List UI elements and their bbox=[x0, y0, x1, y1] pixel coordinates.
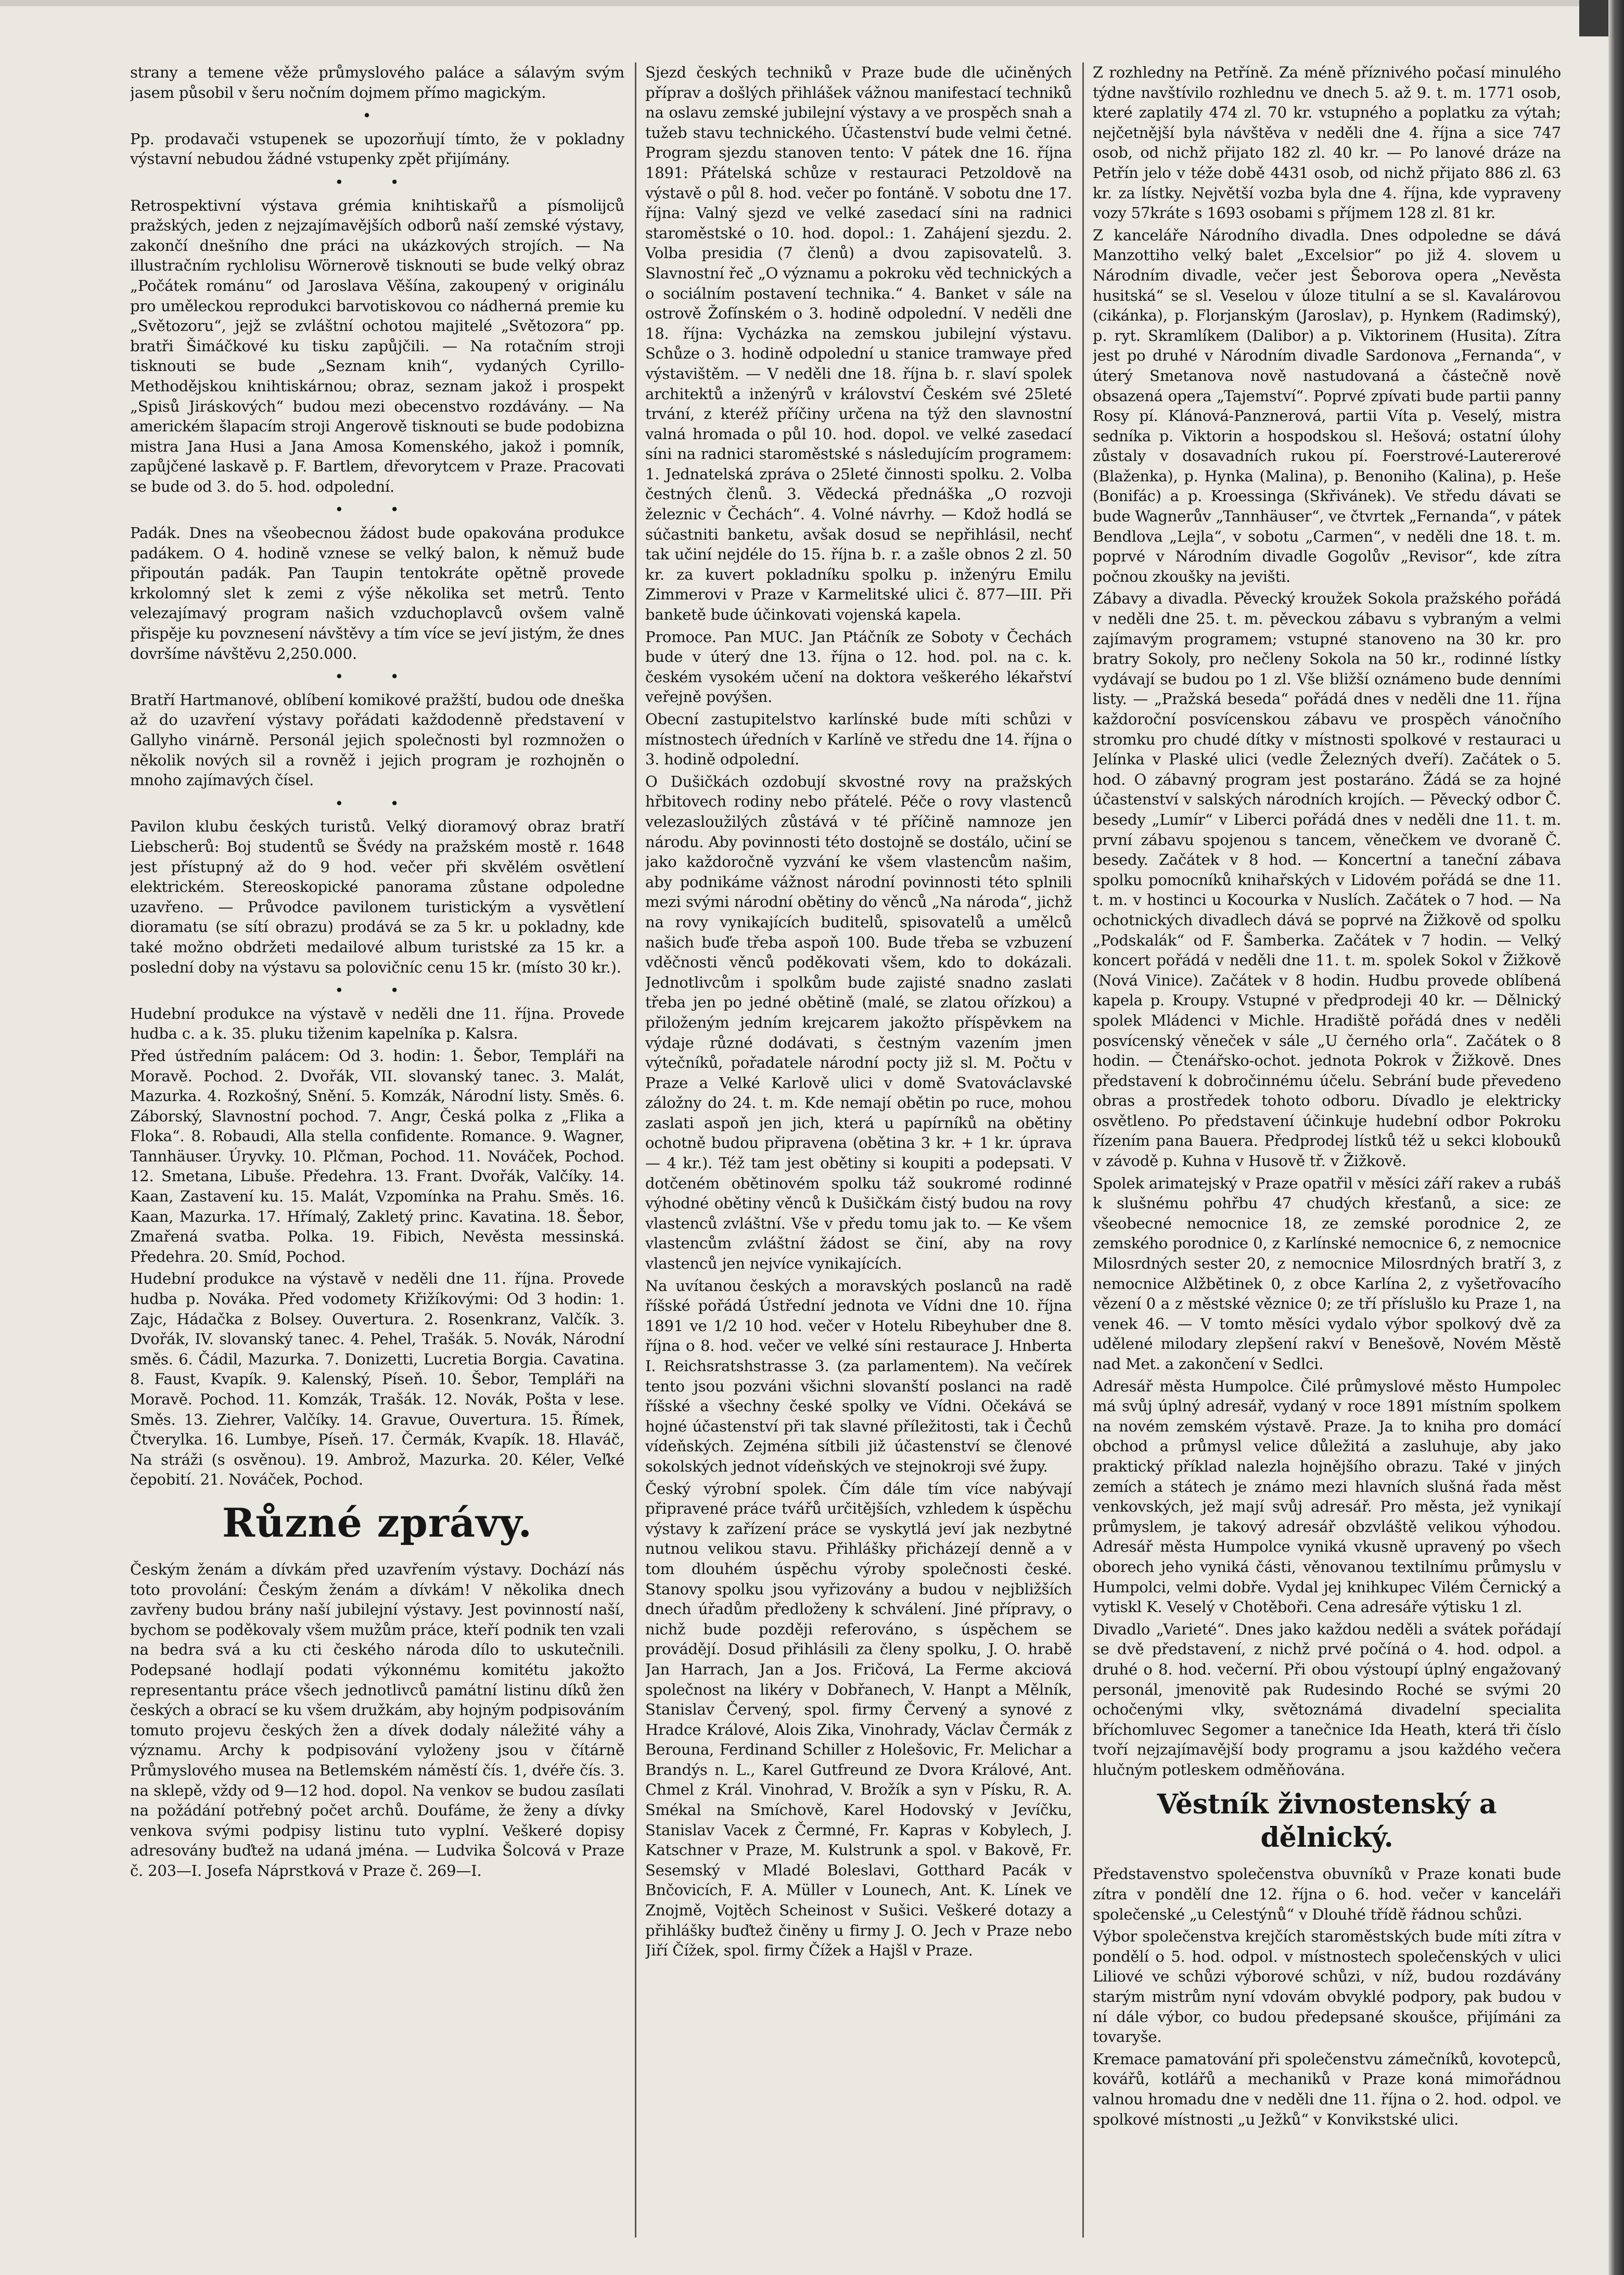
col3-article-5: Adresář města Humpolce. Čilé průmyslové město Humpolec má svůj úplný adresář, vydaný v roce 1891 místním spolkem na novém zemském výstavě. Praze. Ja to kniha pro domácí obchod a průmysl velice důležitá a zasluhuje, aby jako praktický příklad nalezla hojnějšího obrazu. Také v jiných zemích a státech je známo mezi hlavních slušná řada měst venkovských, jež mají svůj adresář. Pro města, jež vynikají průmyslem, je takový adresář obzvláště velikou výhodou. Adresář města Humpolce vyniká vkusně upravený po všech oborech jeho vyniká části, věnovanou textilnímu průmyslu v Humpolci, velmi dobře. Vydal jej knihkupec Vilém Černický a vytiskl K. Veselý v Chotěboři. Cena adresáře výtisku 1 zl. bbox=[1093, 1377, 1561, 1616]
column-divider-2 bbox=[1082, 62, 1084, 2238]
col1-article-3: Retrospektivní výstava grémia knihtiskařů a písmolijců pražských, jeden z nejzajímavějších odborů naší zemské výstavy, zakončí dnešního dne práci na ukázkových strojích. — Na illustračním rychlolisu Wörnerově tisknouti se bude velký obraz „Počátek románu“ od Jaroslava Věšína, zakoupený v originálu pro uměleckou reprodukci barvotiskovou co nádherná premie ku „Světozoru“, jejž se zvláštní ochotou majitelé „Světozora“ pp. bratři Šimáčkové ku tisku zapůjčili. — Na rotačním stroji tisknouti se bude „Seznam knih“, vydaných Cyrillo-Methodějskou knihtiskárnou; obraz, seznam jakož i prospekt „Spisů Jiráskových“ budou mezi obecenstvo rozdávány. — Na americkém šlapacím stroji Angerově tisknouti se bude podobizna mistra Jana Husi a Jana Amosa Komenského, jakož i pomník, zapůjčené laskavě p. F. Bartlem, dřevorytcem v Praze. Pracovati se bude od 3. do 5. hod. odpolední. bbox=[130, 196, 624, 495]
col1-article-9: Hudební produkce na výstavě v neděli dne 11. října. Provede hudba p. Nováka. Před vodomety Křižíkovými: Od 3 hodin: 1. Zajc, Hádačka z Bolsey. Ouvertura. 2. Rosenkranz, Valčík. 3. Dvořák, IV. slovanský tanec. 4. Pehel, Trašák. 5. Novák, Národní směs. 6. Čádil, Mazurka. 7. Donizetti, Lucretia Borgia. Cavatina. 8. Faust, Kvapík. 9. Kalenský, Píseň. 10. Šebor, Templáři na Moravě. Pochod. 11. Komzák, Trašák. 12. Novák, Pošta v lese. Směs. 13. Ziehrer, Valčíky. 14. Gravue, Ouvertura. 15. Římek, Čtverylka. 16. Lumbye, Píseň. 17. Čermák, Kvapík. 18. Hlaváč, Na stráži (s osvěnou). 19. Ambrož, Mazurka. 20. Kéler, Veľké čepobití. 21. Nováček, Pochod. bbox=[130, 1270, 624, 1489]
col1-article-8: Před ústředním palácem: Od 3. hodin: 1. Šebor, Templáři na Moravě. Pochod. 2. Dvořák, VII. slovanský tanec. 3. Malát, Mazurka. 4. Rozkošný, Snění. 5. Komzák, Národní listy. Směs. 6. Záborský, Slavnostní pochod. 7. Angr, Česká polka z „Flika a Floka“. 8. Robaudi, Alla stella confidente. Romance. 9. Wagner, Tannhäuser. Úryvky. 10. Plčman, Pochod. 11. Nováček, Pochod. 12. Smetana, Libuše. Předehra. 13. Frant. Dvořák, Valčíky. 14. Kaan, Zastavení ku. 15. Malát, Vzpomínka na Prahu. Směs. 16. Kaan, Mazurka. 17. Hřímalý, Zakletý princ. Kavatina. 18. Šebor, Zmařená svatba. Polka. 19. Fibich, Nevěsta messinská. Předehra. 20. Smíd, Pochod. bbox=[130, 1046, 624, 1266]
divider-dots: • • bbox=[335, 668, 420, 686]
column-divider-1 bbox=[635, 62, 636, 2238]
col3-after-1: Představenstvo společenstva obuvníků v Praze konati bude zítra v pondělí dne 12. října o 6. hod. večer v kanceláři společenské „u Celestýnů“ v Dlouhé třídě řádnou schůzi. bbox=[1093, 1865, 1561, 1923]
col2-article-6: Český výrobní spolek. Čím dále tím více nabývají připravené práce tvářů určitějších, vzhledem k úspěchu výstavy k zařízení práce se vyskytlá jeví jak nezbytné nutnou velikou stavu. Přihlášky přicházejí denně a v tom dlouhém úspěchu výroby společnosti české. Stanovy spolku jsou vyřizovány a budou v nejbližších dnech úřadům předloženy k schválení. Jiné přípravy, o nichž bude později referováno, s úspěchem se provádějí. Dosud přihlásili za členy spolku, J. O. hrabě Jan Harrach, Jan a Jos. Fričová, La Ferme akciová společnost na likéry v Dobřanech, V. Hanpt a Mělník, Stanislav Červený, spol. firmy Červený a synové z Hradce Králové, Alois Zika, Vinohrady, Václav Čermák z Berouna, Ferdinand Schiller z Holešovic, Fr. Melichar a Brandýs n. L., Karel Gutfreund ze Dvora Králové, Ant. Chmel z Král. Vinohrad, V. Brožík a syn v Písku, R. A. Smékal na Smíchově, Karel Hodovský v Jevíčku, Stanislav Vacek z Čermné, Fr. Kapras v Kobylech, J. Katschner v Praze, M. Kulstrunk a spol. v Bakově, Fr. Sesemský v Mladé Boleslavi, Gotthard Pacák v Bnčovicích, F. A. Müller v Lounech, Ant. K. Línek ve Znojmě, Vojtěch Scheinost v Sušici. Veškeré dotazy a přihlášky buďtež činěny u firmy J. O. Jech v Praze nebo Jiří Čížek, spol. firmy Čížek a Hajšl v Praze. bbox=[645, 1479, 1072, 1960]
divider-dots: • • bbox=[335, 794, 420, 812]
col3-after-2: Výbor společenstva krejčích staroměstských bude míti zítra v pondělí o 5. hod. odpol. v místnostech společenských v ulici Liliové ve schůzi výborové schůzi, v níž, budou rozdávány starým mistrům nyní vdovám obvyklé podpory, pak budou v ní dále výbor, co budou předepsané skoušce, přijímáni za tovaryše. bbox=[1093, 1927, 1561, 2046]
section-heading-vestnik: Věstník živnostenský a dělnický. bbox=[1157, 1788, 1497, 1854]
col1-article-5: Bratří Hartmanové, oblíbení komikové pražští, budou ode dneška až do uzavření výstavy pořádati každodenně představení v Gallyho vinárně. Personál jejich společnosti byl rozmnožen o několik nových sil a rovněž i jejich program je rozhojněn o mnoho zajímavých čísel. bbox=[130, 691, 624, 789]
col1-article-6: Pavilon klubu českých turistů. Velký dioramový obraz bratří Liebscherů: Boj studentů se Švédy na pražském mostě r. 1648 jest přístupný až do 9 hod. večer při skvělém osvětlení elektrickém. Stereoskopické panorama zůstane odpoledne uzavřeno. — Průvodce pavilonem turistickým a vysvětlení dioramatu (se sítí obrazu) prodává se za 5 kr. u pokladny, kde také možno obdržeti medailové album turistské za 15 kr. a poslední doby na výstavu sa polovičníc cenu 15 kr. (místo 30 kr.). bbox=[130, 817, 624, 976]
divider-dots: • bbox=[362, 107, 392, 125]
col3-article-1: Z rozhledny na Petříně. Za méně příznivého počasí minulého týdne navštívilo rozhlednu ve dnech 5. až 9. t. m. 1771 osob, které zaplatily 474 zl. 70 kr. vstupného a poplatku za výtah; nejčetnější byla návštěva v neděli dne 4. října a sice 747 osob, od nichž přijato 182 zl. 40 kr. — Po lanové dráze na Petřín jelo v téže době 4431 osob, od nichž přijato 886 zl. 63 kr. za lístky. Největší vozba byla dne 4. října, kde vypraveny vozy 57kráte s 1693 osobami s příjmem 128 zl. 81 kr. bbox=[1093, 63, 1561, 222]
col3-after-3: Kremace pamatování při společenstvu zámečníků, kovotepců, kovářů, kotlářů a mechaniků v Praze koná mimořádnou valnou hromadu dne v neděli dne 11. října o 2. hod. odpol. ve spolkové místnosti „u Ježků“ v Konvikstské ulici. bbox=[1093, 2050, 1561, 2128]
col2-article-2: Promoce. Pan MUC. Jan Ptáčník ze Soboty v Čechách bude v úterý dne 13. října o 12. hod. pol. na c. k. českém vysokém učení na doktora veškerého lékařství veřejně povýšen. bbox=[645, 628, 1072, 706]
column-3 bbox=[1093, 62, 1561, 2243]
col1-article-1: strany a temene věže průmyslového paláce a sálavým svým jasem působil v šeru nočním dojmem přímo magickým. bbox=[130, 63, 624, 101]
column-1 bbox=[130, 62, 624, 2243]
scan-top-edge bbox=[0, 0, 1624, 6]
scan-corner-shadow bbox=[1579, 0, 1608, 36]
col1-article-2: Pp. prodavači vstupenek se upozorňují tímto, že v pokladny výstavní nebudou žádné vstupenky zpět přijímány. bbox=[130, 130, 624, 168]
col3-article-2: Z kanceláře Národního divadla. Dnes odpoledne se dává Manzottiho velký balet „Excelsior“ po již 4. slovem u Národním divadle, večer jest Šeborova opera „Nevěsta husitská“ se sl. Veselou v úloze titulní a se sl. Kavalárovou (cikánka), p. Florjanským (Jaroslav), p. Hynkem (Radimský), p. ryt. Skramlíkem (Dalibor) a p. Viktorinem (Husita). Zítra jest po druhé v Národním divadle Sardonova „Fernanda“, v úterý Smetanova nově nastudovaná a částečně nově obsazená opera „Tajemství“. Poprvé zpívati bude partii panny Rosy pí. Klánová-Panznerová, partii Víta p. Veselý, mistra sedníka p. Viktorin a hospodskou sl. Hešová; ostatní úlohy zůstaly v dosavadních rukou pí. Foerstrové-Lautererové (Blaženka), p. Hynka (Malina), p. Benoniho (Kalina), p. Heše (Bonifác) a p. Kroessinga (Skřivánek). Ve středu dávati se bude Wagnerův „Tannhäuser“, ve čtvrtek „Fernanda“, v pátek Bendlova „Lejla“, v sobotu „Carmen“, v neděli dne 18. t. m. poprvé v Národním divadle Gogolův „Revisor“, kde zítra počnou zkoušky na jevišti. bbox=[1093, 226, 1561, 585]
divider-dots: • • bbox=[335, 173, 420, 191]
col3-article-6: Divadlo „Varieté“. Dnes jako každou neděli a svátek pořádají se dvě představení, z nichž prvé počíná o 4. hod. odpol. a druhé o 8. hod. večerní. Při obou výstoupí úplný engažovaný personál, jmenovitě pak Rudesindo Roché se svými 20 ochočenými vlky, světoznámá divadelní specialita bříchomluvec Segomer a tanečnice Ida Heath, která tři číslo tvoří nejzajímavější body programu a jsou každého večera hlučným potleskem odměňována. bbox=[1093, 1620, 1561, 1779]
scan-right-edge bbox=[1608, 0, 1624, 2275]
column-2 bbox=[645, 62, 1072, 2243]
col1-after-1: Českým ženám a dívkám před uzavřením výstavy. Dochází nás toto provolání: Českým ženám a dívkám! V několika dnech zavřeny budou brány naší jubilejní výstavy. Jest povinností naší, bychom se poděkovaly všem mužům práce, kteří podnik ten vzali na bedra svá a ku cti českého národa dílo to uskutečnili. Podepsané hodlají podati výkonnému komitétu jakožto representantu práce všech jednotlivců památní listinu díků žen českých a obrací se ku všem družkám, aby hojným podpisováním tomuto projevu českých žen a dívek dodaly náležité váhy a významu. Archy k podpisování vyloženy jsou v čítárně Průmyslového musea na Betlemském náměstí čís. 1, dvéře čís. 3. na sklepě, vždy od 9—12 hod. dopol. Na venkov se budou zasílati na požádání potřebný počet archů. Doufáme, že ženy a dívky venkova svými podpisy listinu tuto vyplní. Veškeré dopisy adresovány buďtež na udaná jména. — Ludvika Šolcová v Praze č. 203—I. Josefa Náprstková v Praze č. 269—I. bbox=[130, 1560, 624, 1880]
col2-article-3: Obecní zastupitelstvo karlínské bude míti schůzi v místnostech úředních v Karlíně ve středu dne 14. října o 3. hodině odpolední. bbox=[645, 710, 1072, 769]
col1-article-4: Padák. Dnes na všeobecnou žádost bude opakována produkce padákem. O 4. hodině vznese se velký balon, k němuž bude připoután padák. Pan Taupin tentokráte opětně provede krkolomný slet k zemi z výše několika set metrů. Tento velezajímavý program našich vzduchoplavců ovšem valně přispěje ku povznesení návštěvy a tím více se jeví jistým, že dnes dovršíme návštěvu 2,250.000. bbox=[130, 524, 624, 662]
col3-article-3: Zábavy a divadla. Pěvecký kroužek Sokola pražského pořádá v neděli dne 25. t. m. pěveckou zábavu s vybraným a velmi zajímavým programem; vstupné stanoveno na 30 kr. pro bratry Sokoly, pro nečleny Sokola na 50 kr., rodinné lístky vydávají se budou po 1 zl. Vše bližší oznámeno bude denními listy. — „Pražská beseda“ pořádá dnes v neděli dne 11. října každoroční posvícenskou zábavu ve prospěch vánočního stromku pro chudé dítky v místnosti spolkové v restauraci u Jelínka v Plaské ulici (vedle Železných dveří). Začátek o 5. hod. O zábavný program jest postaráno. Žádá se za hojné účastenství v salských národních krojích. — Pěvecký odbor Č. besedy „Lumír“ v Liberci pořádá dnes v neděli dne 11. t. m. první zábavu spojenou s tancem, věnečkem ve dvoraně Č. besedy. Začátek v 8 hod. — Koncertní a taneční zábava spolku pomocníků knihařských v Lidovém pořádá se dne 11. t. m. v hostinci u Kocourka v Nuslích. Začátek o 7 hod. — Na ochotnických divadlech dává se poprvé na Žižkově od spolku „Podskalák“ od F. Šamberka. Začátek v 7 hodin. — Velký koncert pořádá v neděli dne 11. t. m. spolek Sokol v Žižkově (Nová Vinice). Začátek v 8 hodin. Hudbu provede oblíbená kapela p. Kroupy. Vstupné v předprodeji 40 kr. — Dělnický spolek Mládenci v Michle. Hradiště pořádá dnes v neděli posvícenský věneček v sále „U černého orla“. Začátek o 8 hodin. — Čtenářsko-ochot. jednota Pokrok v Žižkově. Dnes představení k dobročinnému účelu. Sebrání bude převedeno obras a prostředek tohoto odboru. Dívadlo je elektricky osvětleno. Po představení účinkuje hudební odbor Pokroku řízením pana Bauera. Předprodej lístků též u sekci klobouků v závodě p. Kuhna v Husově tř. v Žižkově. bbox=[1093, 590, 1561, 1170]
section-heading-ruzne-zpravy: Různé zprávy. bbox=[222, 1499, 533, 1546]
col2-article-1: Sjezd českých techniků v Praze bude dle učiněných příprav a došlých přihlášek vážnou manifestací techniků na oslavu zemské jubilejní výstavy a ve prospěch snah a tužeb stavu technického. Účastenství bude velmi četné. Program sjezdu stanoven tento: V pátek dne 16. října 1891: Přátelská schůze v restauraci Petzoldově na výstavě o půl 8. hod. večer po fontáně. V sobotu dne 17. října: Valný sjezd ve velké zasedací síni na radnici staroměstské o 10. hod. dopol.: 1. Zahájení sjezdu. 2. Volba presidia (7 členů) a dvou zapisovatelů. 3. Slavnostní řeč „O významu a pokroku věd technických a o sociálním postavení technika.“ 4. Banket v sále na ostrově Žofínském o 3. hodině odpolední. V neděli dne 18. října: Vycházka na zemskou jubilejní výstavu. Schůze o 3. hodině odpolední u stanice tramwaye před výstavištěm. — V neděli dne 18. října b. r. slaví spolek architektů a inženýrů v království Českém své 25leté trvání, z kteréž příčiny určena na týž den slavnostní valná hromada o půl 10. hod. dopol. ve velké zasedací síni na radnici staroměstské s následujícím programem: 1. Jednatelská zpráva o 25leté činnosti spolku. 2. Volba čestných členů. 3. Vědecká přednáška „O rozvoji železnic v Čechách“. 4. Volné návrhy. — Kdož hodlá se súčastniti banketu, avšak dosud se nepřihlásil, nechť tak učiní nejdéle do 15. října b. r. a zašle obnos 2 zl. 50 kr. za kuvert pokladníku spolku p. inženýru Emilu Zimmerovi v Praze v Karmelitské ulici č. 877—III. Při banketě bude účinkovati vojenská kapela. bbox=[645, 63, 1072, 624]
col1-article-7: Hudební produkce na výstavě v neděli dne 11. října. Provede hudba c. a k. 35. pluku tiženim kapelníka p. Kalsra. bbox=[130, 1004, 624, 1043]
col2-article-4: O Dušičkách ozdobují skvostné rovy na pražských hřbitovech rodiny nebo přátelé. Péče o rovy vlastenců velezasloužilých zůstává v té příčině namnoze jen národu. Aby povinnosti této dostojně se dostálo, učiní se jako každoročně vyzvání ke všem vlastencům našim, aby podnikáme vážnost národní povinnosti této splnili mezi svými národní obětiny do věnců „Na národa“, jichž na rovy vynikajících buditelů, spisovatelů a umělců našich buďe třeba aspoň 100. Bude třeba se vzbuzení vděčnosti věnců poděkovati všem, kdo to dokázali. Jednotlivcům i spolkům bude zajisté snadno zaslati třeba jen po jedné obětině (malé, se zlatou ořízkou) a přiloženým jedním krejcarem jakožto příspěvkem na výdaje různé dodávati, s čestným vazením jmen výtečníků, pořadatele národní pocty již sl. M. Počtu v Praze a Velké Karlově ulici v domě Svatováclavské záložny do 24. t. m. Kde nemají obětin po ruce, mohou zaslati aspoň jen jich, která u papírníků na obětiny ochotně budou připravena (obětina 3 kr. + 1 kr. úprava — 4 kr.). Též tam jest obětiny si koupiti a podepsati. V dotčeném obětinovém spolku táž soukromé rodinné výhodné obětiny věnců k Dušičkám čistý budou na rovy vlastenců zvláštní. Vše v předu tomu jak to. — Ke všem vlastencům zvláštní žádost se činí, aby na rovy vlastenců jen nejvíce vynikajících. bbox=[645, 772, 1072, 1273]
divider-dots: • • bbox=[335, 501, 420, 519]
col3-article-4: Spolek arimatejský v Praze opatřil v měsíci září rakev a rubáš k slušnému pohřbu 47 chudých křesťanů, a sice: ze všeobecné nemocnice 18, ze zemské porodnice 2, ze zemského porodnice 0, z Karlínské nemocnice 6, z nemocnice Milosrdných sester 20, z nemocnice Milosrdných bratří 3, z nemocnice Alžbětinek 0, z obce Karlína 2, z vyšetřovacího vězení 0 a z městské věznice 0; ze tří příslušlo ku Praze 1, na venek 46. — V tomto měsíci vydalo výbor spolkový dvě za udělené milodary zlepšení rakví v Benešově, Novém Městě nad Met. a zakončení v Sedlci. bbox=[1093, 1174, 1561, 1373]
divider-dots: • • bbox=[335, 981, 420, 1000]
col2-article-5: Na uvítanou českých a moravských poslanců na radě říšské pořádá Ústřední jednota ve Vídni dne 10. října 1891 ve 1/2 10 hod. večer v Hotelu Ribeyhuber dne 8. října o 8. hod. večer ve velké síni restaurace J. Hnberta I. Reichsratshstrasse 3. (za parlamentem). Na večírek tento jsou pozváni všichni slovanští poslanci na radě říšské a všechny české spolky ve Vídni. Očekává se hojné účastenství při tak slavné příležitosti, tak i Čechů vídeňských. Zejména sítbili již účastenství se členové sokolských jednot vídeňských ve stejnokroji své župy. bbox=[645, 1276, 1072, 1475]
